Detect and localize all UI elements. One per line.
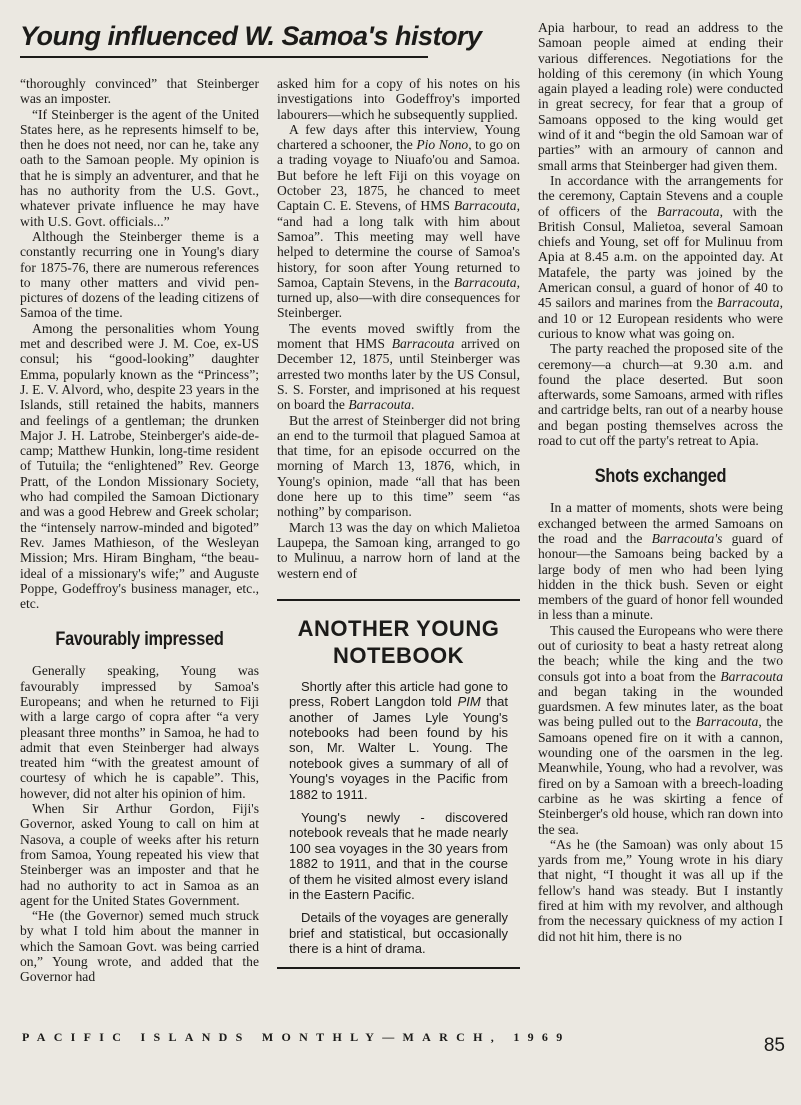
page-footer: PACIFIC ISLANDS MONTHLY—MARCH, 1969 — [22, 1030, 571, 1044]
paragraph: But the arrest of Steinberger did not bring an end to the turmoil that plagued Samoa at that time, for an episode occurred on the morning of March 13, 1876, which, in Young's opinion, made “all that has been done here up to this time” seem “as nothing” by comparison. — [277, 412, 520, 520]
column-1 — [20, 76, 259, 985]
box-body — [277, 679, 520, 957]
paragraph: Shortly after this article had gone to press, Robert Langdon told PIM that another of James Lyle Young's notebooks had been found by his son, Mr. Walter L. Young. The notebook gives a summary of all of Young's voyages in the Pacific from 1882 to 1911. — [289, 678, 509, 802]
box-top-rule — [277, 599, 520, 601]
paragraph: “thoroughly convinced” that Steinberger was an imposter. — [20, 76, 259, 107]
paragraph: This caused the Europeans who were there out of curiosity to beat a hasty retreat along the beach; while the king and the two consuls got into a boat from the Barracouta and began taking in the wounded guardsmen. A few minutes later, as the boat was being pulled out to the Barracouta, the Samoans opened fire on it with a cannon, wounding one of the oarsmen in the leg. Meanwhile, Young, who had a revolver, was fired on by a Samoan with a breech-loading carbine as he was skirting a fence of Steinberger's old house, which ran down into the sea. — [538, 622, 783, 837]
page-number: 85 — [763, 1035, 785, 1056]
paragraph: Apia harbour, to read an address to the Samoan people aimed at ending their various differences. Negotiations for the holding of this ceremony (in which Young again played a leading role) were conducted in great secrecy, for fear that a group of Samoans opposed to the king would get wind of it and “begin the old Samoan war of parties” with an armoury of cannon and small arms that Steinberger had given them. — [538, 20, 783, 173]
box-bottom-rule — [277, 967, 520, 969]
paragraph: March 13 was the day on which Malietoa Laupepa, the Samoan king, arranged to go to Mulinuu, a narrow horn of land at the western end of — [277, 519, 520, 581]
paragraph: Young's newly - discovered notebook reveals that he made nearly 100 sea voyages in the 30 years from 1882 to 1911, and that in the course of them he visited almost every island in the Eastern Pacific. — [289, 810, 508, 903]
column-2 — [277, 76, 520, 969]
paragraph: Details of the voyages are generally brief and statistical, but occasionally there is a hint of drama. — [289, 910, 508, 957]
box-title: ANOTHER YOUNG NOTEBOOK — [297, 615, 500, 668]
paragraph: “He (the Governor) semed much struck by what I told him about the manner in which the Samoan Govt. was being carried on,” Young wrote, and added that the Governor had — [20, 908, 259, 985]
paragraph: “If Steinberger is the agent of the United States here, as he represents himself to be, then he does not need, nor can he, take any oath to the Samoan people. My opinion is that he is simply an adventurer, and that he has no authority from the U.S. Govt., whatever private influence he may have with U.S. Govt. officials...” — [20, 106, 259, 229]
paragraph: asked him for a copy of his notes on his investigations into Godeffroy's imported labourers—which he subsequently supplied. — [277, 76, 520, 122]
paragraph: Among the personalities whom Young met and described were J. M. Coe, ex-US consul; his “good-looking” daughter Emma, popularly known as the “Princess”; J. E. V. Alvord, who, despite 23 years in the Islands, still retained the habits, manners and feelings of a gentleman; the drunken Major J. H. Latrobe, Steinberger's aide-de-camp; Matthew Hunkin, long-time resident of Tutuila; the “enlightened” Rev. George Pratt, of the London Missionary Society, who had compiled the Samoan Dictionary and was a good Hebrew and Greek scholar; the “intensely narrow-minded and bigoted” Rev. James Mathieson, of the Wesleyan Mission; Mrs. Hiram Bingham, “the beau-ideal of a missionary's wife;” and Auguste Poppe, Godeffroy's business manager, etc., etc. — [20, 320, 259, 612]
paragraph: In accordance with the arrangements for the ceremony, Captain Stevens and a couple of officers of the Barracouta, with the British Consul, Malietoa, several Samoan chiefs and Young, set off for Mulinuu from Apia at 8.45 a.m. on the appointed day. At Matafele, the party was joined by the American consul, a guard of honor of 40 to 45 sailors and marines from the Barracouta, and 10 or 12 European residents who were curious to know what was going on. — [538, 172, 783, 341]
paragraph: “As he (the Samoan) was only about 15 yards from me,” Young wrote in his diary that night, “I thought it was all up if the fellow's hand was steady. But I instantly fired at him with my revolver, and although from the necessary quickness of my action I did not hit him, there is no — [538, 836, 783, 944]
paragraph: The events moved swiftly from the moment that HMS Barracouta arrived on December 12, 1875, until Steinberger was arrested two months later by the US Consul, S. S. Forster, and imprisoned at his request on board the Barracouta. — [277, 320, 520, 413]
column-3 — [538, 20, 783, 944]
paragraph: Although the Steinberger theme is a constantly recurring one in Young's diary for 1875-76, there are numerous references to many other matters and vivid pen-pictures of dozens of the leading citizens of Samoa of the time. — [20, 228, 259, 321]
notebook-box — [277, 599, 520, 969]
paragraph: The party reached the proposed site of the ceremony—a church—at 9.30 a.m. and found the place deserted. But soon afterwards, some Samoans, armed with rifles and cartridge belts, ran out of a nearby house and began posting themselves across the road to cut off the party's retreat to Apia. — [538, 341, 783, 449]
paragraph: Generally speaking, Young was favourably impressed by Samoa's Europeans; and when he returned to Fiji with a large cargo of copra after “a very pleasant three months” in Samoa, he had to admit that even Steinberger had always treated him “with the greatest amount of courtesy of which he is capable”. This, however, did not alter his opinion of him. — [20, 663, 259, 801]
paragraph: When Sir Arthur Gordon, Fiji's Governor, asked Young to call on him at Nasova, a couple of weeks after his return from Samoa, Young repeated his view that Steinberger was an imposter and that he had no authority to act in Samoa as an agent for the United States Government. — [20, 801, 259, 908]
paragraph: In a matter of moments, shots were being exchanged between the armed Samoans on the road and the Barracouta's guard of honour—the Samoans being backed by a large body of men who had been lying hidden in the thick bush. Seven or eight members of the guard of honor fell wounded in less than a minute. — [538, 500, 784, 623]
paragraph: A few days after this interview, Young chartered a schooner, the Pio Nono, to go on a trading voyage to Niuafo'ou and Samoa. But before he left Fiji on this voyage on October 23, 1875, he chanced to meet Captain C. E. Stevens, of HMS Barracouta, “and had a long talk with him about Samoa”. This meeting may well have helped to determine the course of Samoa's history, for soon after Young returned to Samoa, Captain Stevens, in the Barracouta, turned up, also—with dire consequences for Steinberger. — [277, 121, 521, 321]
subheading-shots-exchanged: Shots exchanged — [594, 466, 727, 488]
article-headline: Young influenced W. Samoa's history — [20, 21, 482, 51]
headline-rule — [20, 56, 428, 58]
subheading-favourably-impressed: Favourably impressed — [55, 629, 224, 651]
